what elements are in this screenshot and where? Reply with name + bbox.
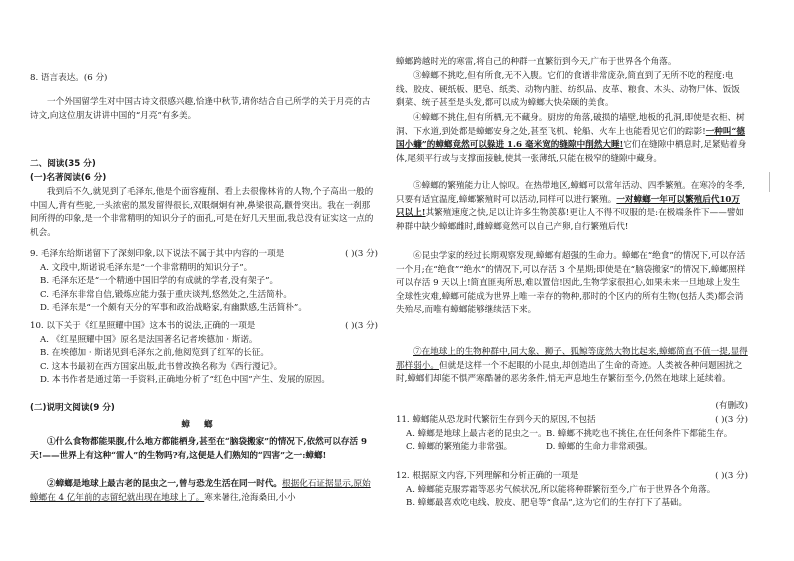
article-source-note: (有删改) [715,401,748,411]
q12-option-b: B. 蟑螂最喜欢吃电线、胶皮、肥皂等“食品”,这为它们的生存打下了基础。 [406,498,688,509]
q12-title [396,470,748,484]
para-2-lead: ②蟑螂是地球上最古老的昆虫之一,曾与恐龙生活在同一时代。 [47,479,283,489]
q9-stem: 9. 毛泽东给斯诺留下了深刻印象,以下说法不属于其中内容的一项是 [30,249,285,259]
article-para-6: ⑥昆虫学家的经过长期观察发现,蟑螂有超强的生命力。蟑螂在“绝食”的情况下,可以存活一个月;在“绝食”“绝水”的情况下,可以存活 3 个星期;即使是在“脑袋搬家”的情况下,蟑螂照样可以存活 9 天以上!简直匪夷所思,难以置信!因此,生物学家很担心,如果未来一旦地球上发生全球性灾难,蟑螂可能成为世界上唯一幸存的物种,那时的个区内的所有生物(包括人类)都会消失殆尽,而唯有蟑螂能够继续活下来。 [396,251,746,316]
q8-title: 8. 语言表达。(6 分) [30,73,108,83]
q11-options-row-1 [396,428,748,442]
q9-option-a: A. 文段中,斯诺说毛泽东是“一个非常精明的知识分子”。 [40,262,253,273]
article-para-2-cont: 蟑螂跨越时光的寒雷,将自己的种群一直繁衍到今天,广布于世界各个角落。 [396,57,677,67]
q11 [396,414,748,455]
q9-mark: ( )(3 分) [345,249,378,259]
para-2-tail: 寒来暑往,沧海桑田,小小 [204,492,296,503]
article-para-3: ③蟑螂不挑吃,但有所食,无不入腹。它们的食谱非常庞杂,简直到了无所不吃的程度:电线、胶皮、硬纸板、肥皂、纸类、动物内脏、纺织品、皮革、粮食、木头、动物尸体、饭饭剩菜、统子甚至是头发,都可以成为蟑螂大快朵颐的美食。 [396,71,740,109]
q11-option-b: B. 蟑螂不挑吃也不挑住,在任何条件下都能生存。 [546,428,733,439]
para-4-underlined: 一种叫“德国小蠊”的蟑螂竟然可以躲进 1.6 毫米宽的缝隙中削然大睡! [396,126,746,151]
q11-options-row-2 [396,441,748,455]
q9-option-b: B. 毛泽东还是“一个精通中国旧学的有成就的学者,没有架子”。 [40,276,279,287]
article-para-5 [396,180,748,234]
q9 [30,248,378,316]
q11-stem: 11. 蟑螂能从恐龙时代繁衍生存到今天的原因,不包括 [396,415,596,425]
para-5-underlined: 一对蟑螂一年可以繁殖后代10万只以上! [396,194,740,219]
passage-1: 我到后不久,就见到了毛泽东,他是个面容瘦削、看上去很像林肯的人物,个子高出一般的中国人,背有些驼,一头浓密的黑发留得很长,双眼炯炯有神,鼻梁很高,颧骨突出。我在一刹那间所得的印象,是一个非常精明的知识分子的面孔,可是在好几天里面,我总没有证实这一点的机会。 [30,187,374,238]
q10-title [30,320,378,334]
q8-body: 一个外国留学生对中国古诗文很感兴趣,恰逢中秋节,请你结合自己所学的关于月亮的古诗文,向这位朋友讲讲中国的“月亮”有多美。 [30,97,371,121]
q10-option-d: D. 本书作者是通过第一手资料,正确地分析了“红色中国”产生、发展的原因。 [40,375,330,386]
q10-option-b: B. 在埃德加 · 斯诺见到毛泽东之前,他阅览到了红军的长征。 [40,348,269,359]
article-para-4 [396,112,748,166]
para-2-underlined: 根据化石证据显示,原始蟑螂在 4 亿年前的志留纪就出现在地球上了。 [30,479,371,503]
q10-option-a: A. 《红星照耀中国》原名是法国著名记者埃德加 · 斯诺。 [40,334,258,345]
section-2-heading: 二、阅读(35 分) [30,159,96,169]
q11-option-a: A. 蟑螂是地球上最古老的昆虫之一。 [406,428,547,439]
q10-stem: 10. 以下关于《红星照耀中国》这本书的说法,正确的一项是 [30,321,256,331]
q12 [396,470,748,511]
left-column [30,0,378,561]
para-7-underlined: ⑦在地球上的生物种群中,同大象、狮子、狐鲸等庞然大物比起来,蟑螂简直不值一提,显得那样弱小。 [396,347,748,371]
q11-mark: ( )(3 分) [715,415,748,425]
right-column [396,0,748,561]
article-title: 蟑螂 [181,420,227,430]
q9-option-d: D. 毛泽东是“一个颇有天分的军事和政治战略家,有幽默感,生活简朴”。 [40,303,307,314]
q9-option-c: C. 毛泽东非常自信,锻炼应能力强于重庆谈判,悠然处之,生活简朴。 [40,289,292,300]
q11-option-d: D. 蟑螂的生命力非常顽强。 [546,442,653,453]
q9-title [30,248,378,262]
section-2a-heading: (一)名著阅读(6 分) [30,173,107,183]
para-4-lead: ④蟑螂不挑住,但有所栖,无不藏身。厨房的角落,破损的墙壁,地板的孔洞,即使是衣柜、树洞、下水道,到处都是蟑螂安身之处,甚至飞机、轮船、火车上也能看见它们的踪影! [396,113,745,137]
q10-mark: ( )(3 分) [345,321,378,331]
q12-option-a: A. 蟑螂能克服雰霜等恶劣气候状况,所以能将种群繁衍至今,广布于世界各个角落。 [406,484,716,495]
para-4-tail: 它们在缝隙中栖息时,足紧贴着身体,尾须平行或与支撑面接触,使其一张薄纸,只能在极窄的缝隙中藏身。 [396,140,747,164]
q12-mark: ( )(3 分) [715,471,748,481]
para-5-lead: ⑤蟑螂的繁殖能力让人惊叹。在热带地区,蟑螂可以常年活动、四季繁殖。在寒冷的冬季,只要有适宜温度,蟑螂繁殖时可以活动,同样可以进行繁殖。 [396,181,746,205]
q10-option-c: C. 这本书最初在西方国家出版,此书曾改换名称为《西行漫记》。 [40,361,283,372]
section-2b-heading: (二)说明文阅读(9 分) [30,403,115,413]
scan-margin-mark [769,172,770,192]
q12-stem: 12. 根据原文内容,下列理解和分析正确的一项是 [396,471,579,481]
article-para-1: ①什么食物都能果腹,什么地方都能栖身,甚至在“脑袋搬家”的情况下,依然可以存活 9 天!——世界上有这种“雷人”的生物吗?有,这便是人们熟知的“四害”之一:蟑螂! [30,437,368,461]
para-7-tail: 但就是这样一个不起眼的小昆虫,却创造出了生命的奇迹。人类被各种问题困扰之时,蟑螂们却能不惧严寒酷暑的恶劣条件,悄无声息地生存繁衍至今,仍然在地球上延续着。 [396,360,743,385]
article-para-2 [30,478,378,505]
q11-title [396,414,748,428]
q11-option-c: C. 蟑螂的繁殖能力非常强。 [406,442,513,453]
article-para-7 [396,346,748,387]
para-5-tail: 其繁殖速度之快,足以让许多生物羡慕!更让人不得不叹服的是:在极端条件下——譬如种群中缺少蟑螂雌时,雌蟑螂竟然可以自己产卵,自行繁殖后代! [396,208,745,232]
q10 [30,320,378,388]
